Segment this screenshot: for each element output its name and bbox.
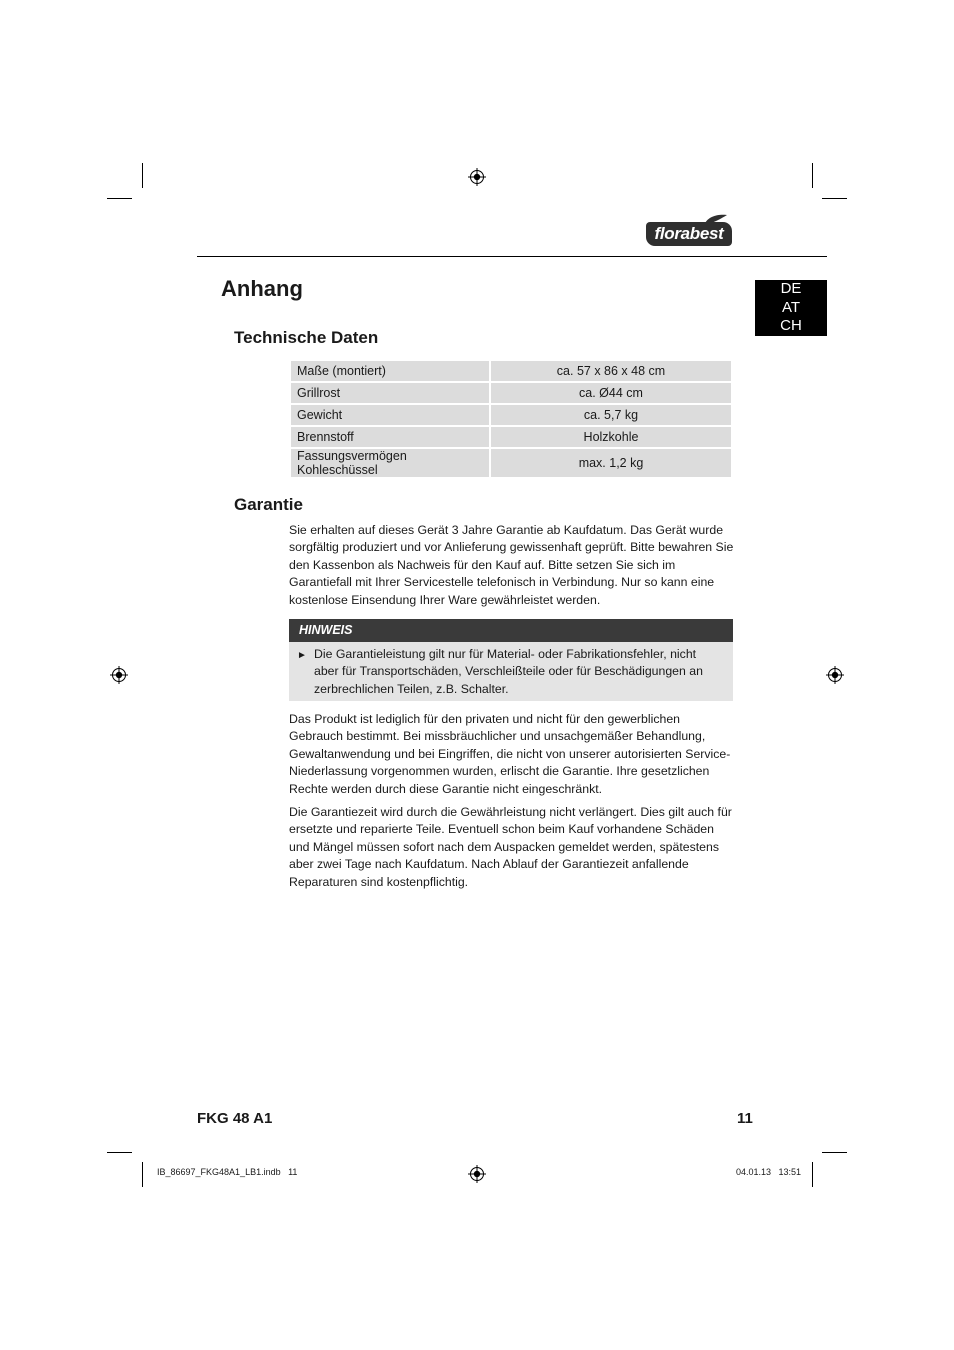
crop-mark: [812, 1162, 813, 1187]
spec-value: Holzkohle: [491, 427, 731, 447]
table-row: [291, 361, 731, 381]
spec-value: ca. Ø44 cm: [491, 383, 731, 403]
crop-mark: [812, 163, 813, 188]
warranty-heading: Garantie: [234, 495, 303, 514]
table-row: [291, 427, 731, 447]
warranty-paragraph-2: Das Produkt ist lediglich für den privaten und nicht für den gewerblichen Gebrauch bestimmt. Bei missbräuchlicher und unsachgemäßer Behandlung, Gewaltanwendung und bei Eingriffen, die nicht von unserer autorisierten Service-Niederlassung vorgenommen wurden, erlischt die Garantie. Ihre gesetzlichen Rechte werden durch diese Garantie nicht eingeschränkt.: [289, 712, 731, 796]
date-info: 04.01.13 13:51: [736, 1167, 802, 1177]
spec-label: Brennstoff: [291, 427, 489, 447]
registration-mark-icon: [110, 666, 128, 684]
spec-value: ca. 57 x 86 x 48 cm: [491, 361, 731, 381]
warranty-paragraph-3: Die Garantiezeit wird durch die Gewährleistung nicht verlängert. Dies gilt auch für ersetzte und reparierte Teile. Eventuell schon beim Kauf vorhandene Schäden und Mängel müssen sofort nach dem Auspacken gemeldet werden, spätestens aber zwei Tage nach Kaufdatum. Nach Ablauf der Garantiezeit anfallende Reparaturen sind kostenpflichtig.: [289, 805, 732, 889]
crop-mark: [107, 198, 132, 199]
table-row: [291, 449, 731, 477]
crop-mark: [822, 1152, 847, 1153]
logo-text: florabest: [646, 222, 732, 246]
crop-mark: [142, 163, 143, 188]
table-row: [291, 405, 731, 425]
spec-label: Maße (montiert): [291, 361, 489, 381]
registration-mark-icon: [468, 1165, 486, 1183]
language-de: DE: [780, 280, 802, 297]
model-number: FKG 48 A1: [197, 1110, 273, 1127]
florabest-logo: [646, 214, 734, 248]
spec-table: [289, 359, 733, 479]
language-box: [755, 280, 827, 336]
page-number: 11: [737, 1110, 753, 1127]
spec-value: max. 1,2 kg: [491, 449, 731, 477]
crop-mark: [822, 198, 847, 199]
warranty-paragraph-1: Sie erhalten auf dieses Gerät 3 Jahre Garantie ab Kaufdatum. Das Gerät wurde sorgfältig produziert und vor Anlieferung gewissenhaft geprüft. Bitte bewahren Sie den Kassenbon als Nachweis für den Kauf auf. Bitte setzen Sie sich im Garantiefall mit Ihrer Servicestelle telefonisch in Verbindung. Nur so kann eine kostenlose Einsendung Ihrer Ware gewährleistet werden.: [289, 523, 734, 607]
spec-value: ca. 5,7 kg: [491, 405, 731, 425]
language-ch: CH: [780, 317, 802, 334]
spec-label: Gewicht: [291, 405, 489, 425]
spec-label: Grillrost: [291, 383, 489, 403]
language-at: AT: [781, 298, 801, 316]
file-info: IB_86697_FKG48A1_LB1.indb 11: [157, 1167, 298, 1177]
registration-mark-icon: [468, 168, 486, 186]
crop-mark: [107, 1152, 132, 1153]
table-row: [291, 383, 731, 403]
spec-label: Fassungsvermögen Kohleschüssel: [291, 449, 489, 477]
registration-mark-icon: [826, 666, 844, 684]
note-header: HINWEIS: [289, 619, 733, 642]
page-title: Anhang: [221, 276, 303, 301]
note-text: Die Garantieleistung gilt nur für Material- oder Fabrikationsfehler, nicht aber für Transportschäden, Verschleißteile oder für Beschädigungen an zerbrechlichen Teilen, z.B. Schalter.: [314, 647, 703, 696]
note-box: [289, 642, 733, 701]
header-rule: [197, 256, 827, 257]
bullet-arrow-icon: ►: [297, 650, 307, 661]
tech-data-heading: Technische Daten: [234, 328, 379, 347]
crop-mark: [142, 1162, 143, 1187]
